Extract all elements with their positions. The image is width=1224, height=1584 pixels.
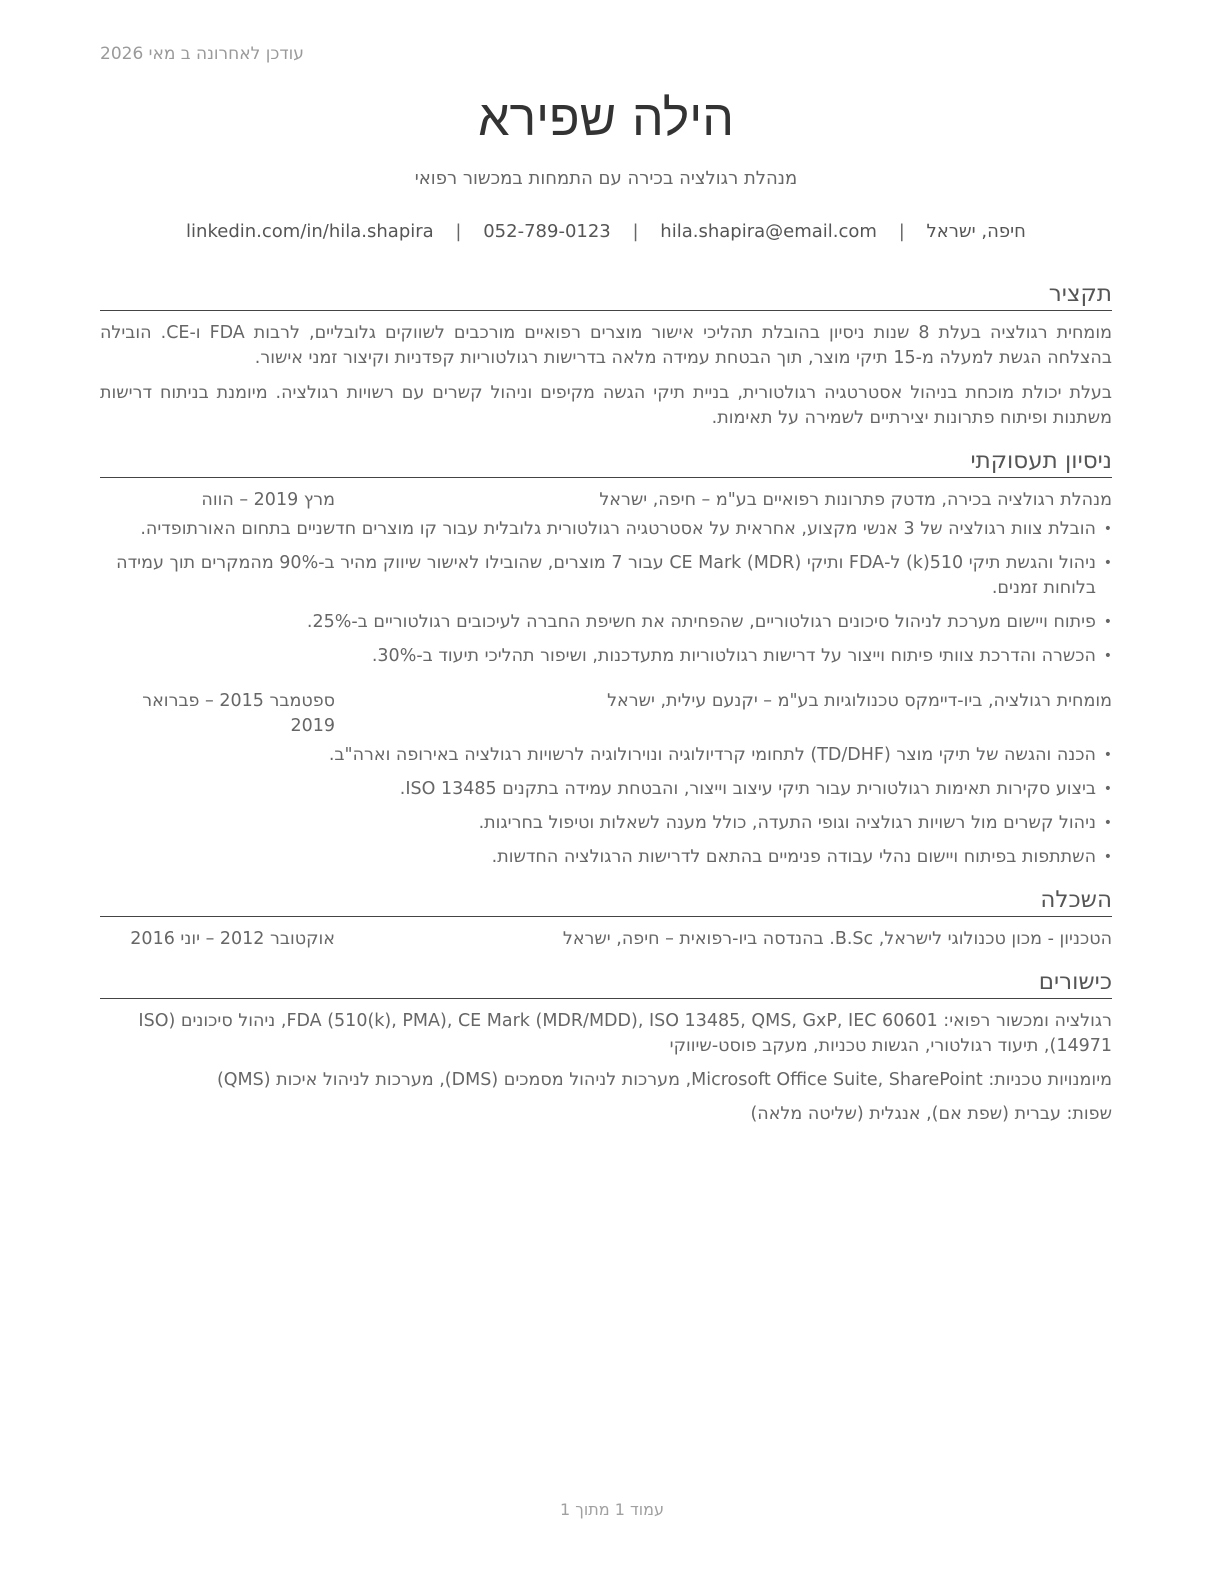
job-dates: ספטמבר 2015 – פברואר 2019: [142, 691, 335, 736]
contact-separator: |: [898, 221, 905, 242]
last-updated: עודכן לאחרונה ב מאי 2026: [100, 44, 304, 64]
skill-line: רגולציה ומכשור רפואי: FDA (510(k), PMA), CE Mark (MDR/MDD), ISO 13485, QMS, GxP, IEC 60601, ניהול סיכונים (ISO 14971), תיעוד רגולטורי, הגשות טכניות, מעקב פוסט-שיווקי: [138, 1011, 1112, 1056]
skill-line: שפות: עברית (שפת אם), אנגלית (שליטה מלאה): [750, 1104, 1112, 1124]
job-role: מומחית רגולציה, ביו-דיימקס טכנולוגיות בע"מ – יקנעם עילית, ישראל: [607, 691, 1112, 711]
summary-paragraph: מומחית רגולציה בעלת 8 שנות ניסיון בהובלת תהליכי אישור מוצרים רפואיים מורכבים לשווקים גלובליים, לרבות FDA ו-CE. הובילה בהצלחה הגשת למעלה מ-15 תיקי מוצר, תוך הבטחת עמידה מלאה בדרישות רגולטוריות קפדניות וקיצור זמני אישור.: [100, 323, 1112, 368]
list-item: • ביצוע סקירות תאימות רגולטורית עבור תיקי עיצוב וייצור, והבטחת עמידה בתקנים ISO 13485.: [100, 777, 1096, 802]
contact-phone[interactable]: 052-789-0123: [483, 221, 611, 242]
list-item: • ניהול קשרים מול רשויות רגולציה וגופי התעדה, כולל מענה לשאלות וטיפול בחריגות.: [100, 811, 1096, 836]
list-item: • פיתוח ויישום מערכת לניהול סיכונים רגולטוריים, שהפחיתה את חשיפת החברה לעיכובים רגולטוריים ב-25%.: [100, 610, 1096, 635]
list-item: • הובלת צוות רגולציה של 3 אנשי מקצוע, אחראית על אסטרטגיה רגולטורית גלובלית עבור קו מוצרים חדשניים בתחום האורתופדיה.: [100, 517, 1096, 542]
job-bullets: [100, 743, 1112, 870]
education-institution: הטכניון - מכון טכנולוגי לישראל, B.Sc. בהנדסה ביו-רפואית – חיפה, ישראל: [562, 929, 1112, 949]
list-item: • ניהול והגשת תיקי 510(k) ל-FDA ותיקי CE Mark (MDR) עבור 7 מוצרים, שהובילו לאישור שיווק מהיר ב-90% מהמקרים תוך עמידה בלוחות זמנים.: [100, 551, 1096, 601]
education-dates: אוקטובר 2012 – יוני 2016: [130, 929, 335, 949]
section-title-experience: ניסיון תעסוקתי: [100, 445, 1112, 478]
job-bullets: [100, 517, 1112, 669]
job-dates: מרץ 2019 – הווה: [201, 490, 335, 510]
candidate-subtitle: מנהלת רגולציה בכירה עם התמחות במכשור רפואי: [414, 168, 798, 189]
skill-line: מיומנויות טכניות: Microsoft Office Suite, SharePoint, מערכות לניהול מסמכים (DMS), מערכות לניהול איכות (QMS): [216, 1070, 1112, 1090]
contact-line: [100, 218, 1112, 246]
job-header: [100, 689, 1112, 739]
list-item: • הכנה והגשה של תיקי מוצר (TD/DHF) לתחומי קרדיולוגיה ונוירולוגיה לרשויות רגולציה באירופה וארה"ב.: [100, 743, 1096, 768]
contact-linkedin[interactable]: linkedin.com/in/hila.shapira: [186, 221, 434, 242]
contact-separator: |: [455, 221, 462, 242]
summary-paragraph: בעלת יכולת מוכחת בניהול אסטרטגיה רגולטורית, בניית תיקי הגשה מקיפים וניהול קשרים עם רשויות רגולציה. מיומנת בניתוח דרישות משתנות ופיתוח פתרונות יצירתיים לשמירה על תאימות.: [100, 383, 1112, 428]
contact-location: חיפה, ישראל: [926, 221, 1026, 242]
page-number: עמוד 1 מתוך 1: [560, 1500, 664, 1519]
list-item: • הכשרה והדרכת צוותי פיתוח וייצור על דרישות רגולטוריות מתעדכנות, ושיפור תהליכי תיעוד ב-30%.: [100, 644, 1096, 669]
contact-separator: |: [632, 221, 639, 242]
job-header: [100, 488, 1112, 513]
candidate-name: הילה שפירא: [478, 89, 734, 147]
contact-email[interactable]: hila.shapira@email.com: [660, 221, 877, 242]
job-role: מנהלת רגולציה בכירה, מדטק פתרונות רפואיים בע"מ – חיפה, ישראל: [599, 490, 1112, 510]
section-title-skills: כישורים: [100, 966, 1112, 999]
list-item: • השתתפות בפיתוח ויישום נהלי עבודה פנימיים בהתאם לדרישות הרגולציה החדשות.: [100, 845, 1096, 870]
section-title-summary: תקציר: [100, 278, 1112, 311]
section-title-education: השכלה: [100, 884, 1112, 917]
education-entry: [100, 927, 1112, 952]
resume-page: [100, 82, 1112, 1136]
